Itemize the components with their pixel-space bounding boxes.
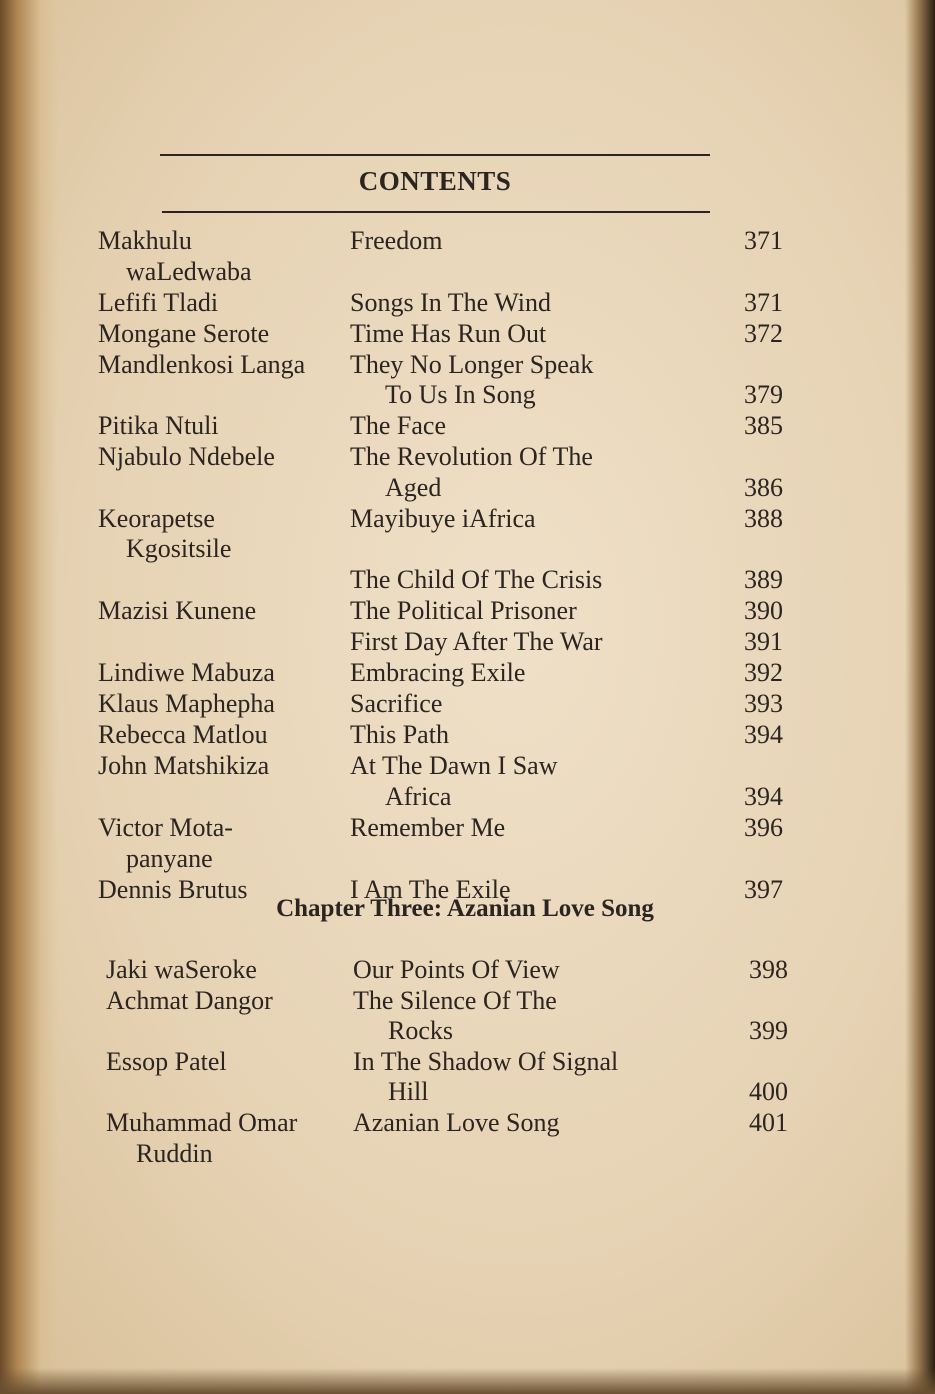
entry-title: At The Dawn I Saw	[350, 751, 558, 781]
entry-author: Rebecca Matlou	[98, 720, 268, 750]
entry-title: Remember Me	[350, 813, 506, 842]
entry-author: Essop Patel	[106, 1047, 227, 1076]
entry-page-number: 399	[749, 1016, 788, 1046]
entry-title: The Child Of The Crisis	[350, 565, 603, 595]
page-gutter-shadow	[0, 0, 58, 1394]
entry-page-number: 379	[744, 380, 783, 410]
entry-author: Lefifi Tladi	[98, 287, 219, 317]
chapter-heading: Chapter Three: Azanian Love Song	[276, 895, 654, 922]
entry-title: First Day After The War	[350, 627, 603, 657]
entry-page-number: 371	[744, 226, 783, 255]
entry-author: Victor Mota-	[98, 813, 233, 842]
entry-title: Our Points Of View	[353, 955, 560, 984]
entry-title: Aged	[385, 472, 442, 502]
entry-author: Lindiwe Mabuza	[98, 658, 275, 688]
entry-author: Klaus Maphepha	[98, 689, 275, 719]
entry-page-number: 371	[744, 287, 783, 317]
entry-title: Freedom	[350, 226, 443, 255]
entry-author: Mandlenkosi Langa	[98, 349, 306, 379]
entry-page-number: 391	[744, 627, 783, 657]
entry-title: Mayibuye iAfrica	[350, 503, 536, 533]
entry-author: John Matshikiza	[98, 751, 270, 781]
entry-author: Njabulo Ndebele	[98, 442, 275, 472]
entry-page-number: 396	[744, 813, 783, 842]
entry-page-number: 398	[749, 955, 788, 984]
top-rule	[160, 154, 710, 156]
entry-title: I Am The Exile	[350, 874, 511, 904]
entry-author: Achmat Dangor	[106, 985, 273, 1015]
entry-title: They No Longer Speak	[350, 349, 594, 379]
entry-title: Rocks	[388, 1016, 453, 1046]
entry-author: Mazisi Kunene	[98, 596, 257, 626]
entry-title: Africa	[385, 782, 452, 811]
entry-page-number: 394	[744, 782, 783, 811]
page-edge-bottom	[0, 1368, 935, 1394]
entry-page-number: 385	[744, 411, 783, 441]
entry-title: The Face	[350, 411, 447, 441]
entry-page-number: 389	[744, 565, 783, 595]
entry-author: Pitika Ntuli	[98, 411, 219, 441]
page-edge-right	[905, 0, 935, 1394]
entry-title: Azanian Love Song	[353, 1108, 560, 1138]
entry-page-number: 401	[749, 1108, 788, 1138]
contents-heading: CONTENTS	[358, 166, 512, 196]
entry-author: Ruddin	[136, 1138, 213, 1168]
entry-title: To Us In Song	[385, 380, 536, 410]
entry-author: Kgositsile	[126, 534, 232, 564]
entry-page-number: 372	[744, 318, 783, 348]
entry-page-number: 394	[744, 720, 783, 750]
entry-title: Songs In The Wind	[350, 287, 551, 317]
entry-title: Time Has Run Out	[350, 318, 547, 348]
entry-title: The Political Prisoner	[350, 596, 577, 626]
entry-author: Jaki waSeroke	[106, 955, 257, 984]
entry-page-number: 386	[744, 472, 783, 502]
entry-title: Embracing Exile	[350, 658, 526, 688]
entry-page-number: 393	[744, 689, 783, 719]
heading-underline-rule	[162, 211, 710, 213]
entry-title: In The Shadow Of Signal	[353, 1047, 619, 1076]
entry-author: Makhulu	[98, 226, 192, 255]
entry-title: The Revolution Of The	[350, 442, 593, 472]
entry-author: Keorapetse	[98, 503, 215, 533]
entry-author: Mongane Serote	[98, 318, 270, 348]
entry-page-number: 397	[744, 874, 783, 904]
entry-author: panyane	[126, 843, 213, 873]
entry-title: Hill	[388, 1077, 429, 1107]
entry-author: waLedwaba	[126, 256, 252, 286]
entry-title: Sacrifice	[350, 689, 443, 719]
entry-page-number: 388	[744, 503, 783, 533]
entry-author: Muhammad Omar	[106, 1108, 298, 1138]
entry-title: This Path	[350, 720, 449, 750]
entry-author: Dennis Brutus	[98, 874, 248, 904]
entry-title: The Silence Of The	[353, 985, 557, 1015]
entry-page-number: 390	[744, 596, 783, 626]
entry-page-number: 392	[744, 658, 783, 688]
entry-page-number: 400	[749, 1077, 788, 1107]
